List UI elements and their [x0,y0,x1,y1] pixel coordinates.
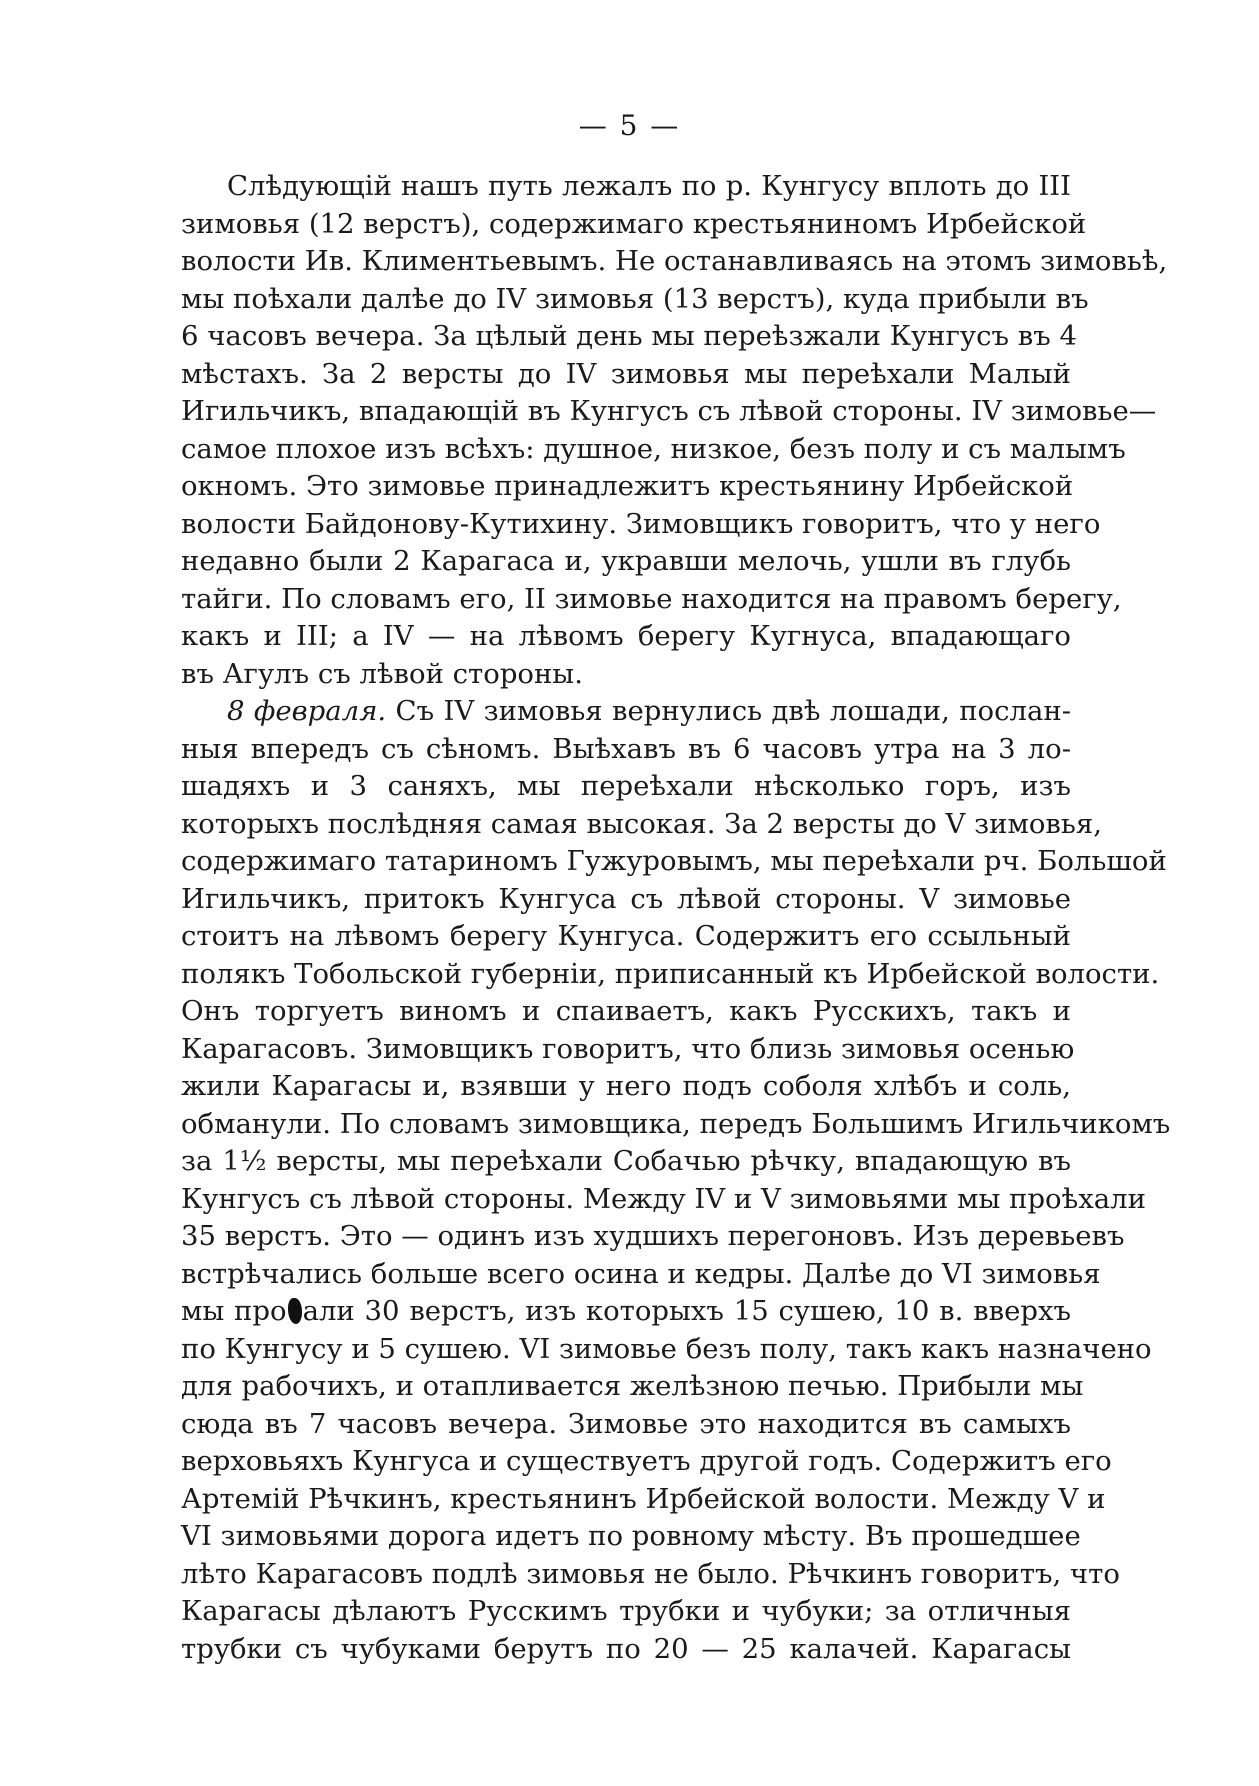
text-line: обманули. По словамъ зимовщика, передъ Большимъ Игильчикомъ [181,1107,1171,1140]
text-line: окномъ. Это зимовье принадлежитъ крестьянину Ирбейской [181,470,1074,502]
text-line: по Кунгусу и 5 сушею. VI зимовье безъ полу, такъ какъ назначено [181,1332,1152,1365]
text-line: зимовья (12 верстъ), содержимаго крестьяниномъ Ирбейской [181,207,1087,240]
text-line: стоитъ на лѣвомъ берегу Кунгуса. Содержитъ его ссыльный [181,920,1071,952]
page-number: — 5 — [578,109,681,142]
text-line: Карагасовъ. Зимовщикъ говоритъ, что близь зимовья осенью [181,1032,1075,1065]
text-line: встрѣчались больше всего осина и кедры. Далѣе до VI зимовья [181,1257,1101,1290]
paragraph-1 [181,168,1168,693]
text-fragment: Съ IV зимовья вернулись двѣ лошади, послан- [395,695,1071,727]
text-line: Игильчикъ, притокъ Кунгуса съ лѣвой стороны. V зимовье [181,882,1071,915]
text-line: за 1½ версты, мы переѣхали Собачью рѣчку, впадающую въ [181,1145,1071,1177]
text-line: мы поѣхали далѣе до IV зимовья (13 верстъ), куда прибыли въ [181,282,1089,315]
text-line: 6 часовъ вечера. За цѣлый день мы переѣзжали Кунгусъ въ 4 [181,320,1077,352]
text-line: трубки съ чубуками берутъ по 20 — 25 калачей. Карагасы [181,1632,1071,1665]
text-line: волости Ив. Климентьевымъ. Не останавливаясь на этомъ зимовьѣ, [181,245,1168,277]
text-line: Карагасы дѣлаютъ Русскимъ трубки и чубуки; за отличныя [181,1595,1071,1627]
text-line: для рабочихъ, и отапливается желѣзною печью. Прибыли мы [181,1370,1084,1402]
text-line: верховьяхъ Кунгуса и существуетъ другой годъ. Содержитъ его [181,1445,1112,1477]
text-line: которыхъ послѣдняя самая высокая. За 2 версты до V зимовья, [181,807,1102,840]
text-line: лѣто Карагасовъ подлѣ зимовья не было. Рѣчкинъ говоритъ, что [181,1557,1120,1590]
paragraph-2 [181,693,1171,1668]
text-line: тайги. По словамъ его, II зимовье находится на правомъ берегу, [181,582,1122,615]
text-line: Онъ торгуетъ виномъ и спаиваетъ, какъ Русскихъ, такъ и [181,995,1071,1027]
ink-blot-icon [288,1298,302,1324]
text-line: 35 верстъ. Это — одинъ изъ худшихъ перегоновъ. Изъ деревьевъ [181,1220,1125,1252]
text-line: мѣстахъ. За 2 версты до IV зимовья мы переѣхали Малый [181,357,1071,390]
date-heading: 8 февраля. [227,695,387,727]
text-line: какъ и III; а IV — на лѣвомъ берегу Кугнуса, впадающаго [181,620,1071,652]
text-fragment: али 30 верстъ, изъ которыхъ 15 сушею, 10 в. вверхъ [302,1295,1071,1327]
text-line: въ Агулъ съ лѣвой стороны. [181,657,583,690]
text-line: ныя впередъ съ сѣномъ. Выѣхавъ въ 6 часовъ утра на 3 ло- [181,732,1071,765]
text-line [181,693,1071,731]
text-line: VI зимовьями дорога идетъ по ровному мѣсту. Въ прошедшее [181,1520,1081,1552]
text-line: недавно были 2 Карагаса и, укравши мелочь, ушли въ глубь [181,545,1071,577]
body-text [181,168,1171,1668]
text-line [181,1293,1071,1331]
text-line: волости Байдонову-Кутихину. Зимовщикъ говоритъ, что у него [181,507,1101,540]
text-line: Кунгусъ съ лѣвой стороны. Между IV и V зимовьями мы проѣхали [181,1182,1146,1215]
text-line: Слѣдующій нашъ путь лежалъ по р. Кунгусу вплоть до III [227,170,1071,202]
text-line: шадяхъ и 3 саняхъ, мы переѣхали нѣсколько горъ, изъ [181,770,1071,802]
text-line: сюда въ 7 часовъ вечера. Зимовье это находится въ самыхъ [181,1407,1071,1440]
text-fragment: мы про [181,1295,287,1327]
text-line: Артемій Рѣчкинъ, крестьянинъ Ирбейской волости. Между V и [181,1482,1106,1515]
text-line: содержимаго татариномъ Гужуровымъ, мы переѣхали рч. Большой [181,845,1167,877]
text-line: жили Карагасы и, взявши у него подъ соболя хлѣбъ и соль, [181,1070,1071,1102]
text-line: самое плохое изъ всѣхъ: душное, низкое, безъ полу и съ малымъ [181,432,1126,465]
text-line: Игильчикъ, впадающій въ Кунгусъ съ лѣвой стороны. IV зимовье— [181,395,1157,427]
text-line: полякъ Тобольской губерніи, приписанный къ Ирбейской волости. [181,957,1160,990]
